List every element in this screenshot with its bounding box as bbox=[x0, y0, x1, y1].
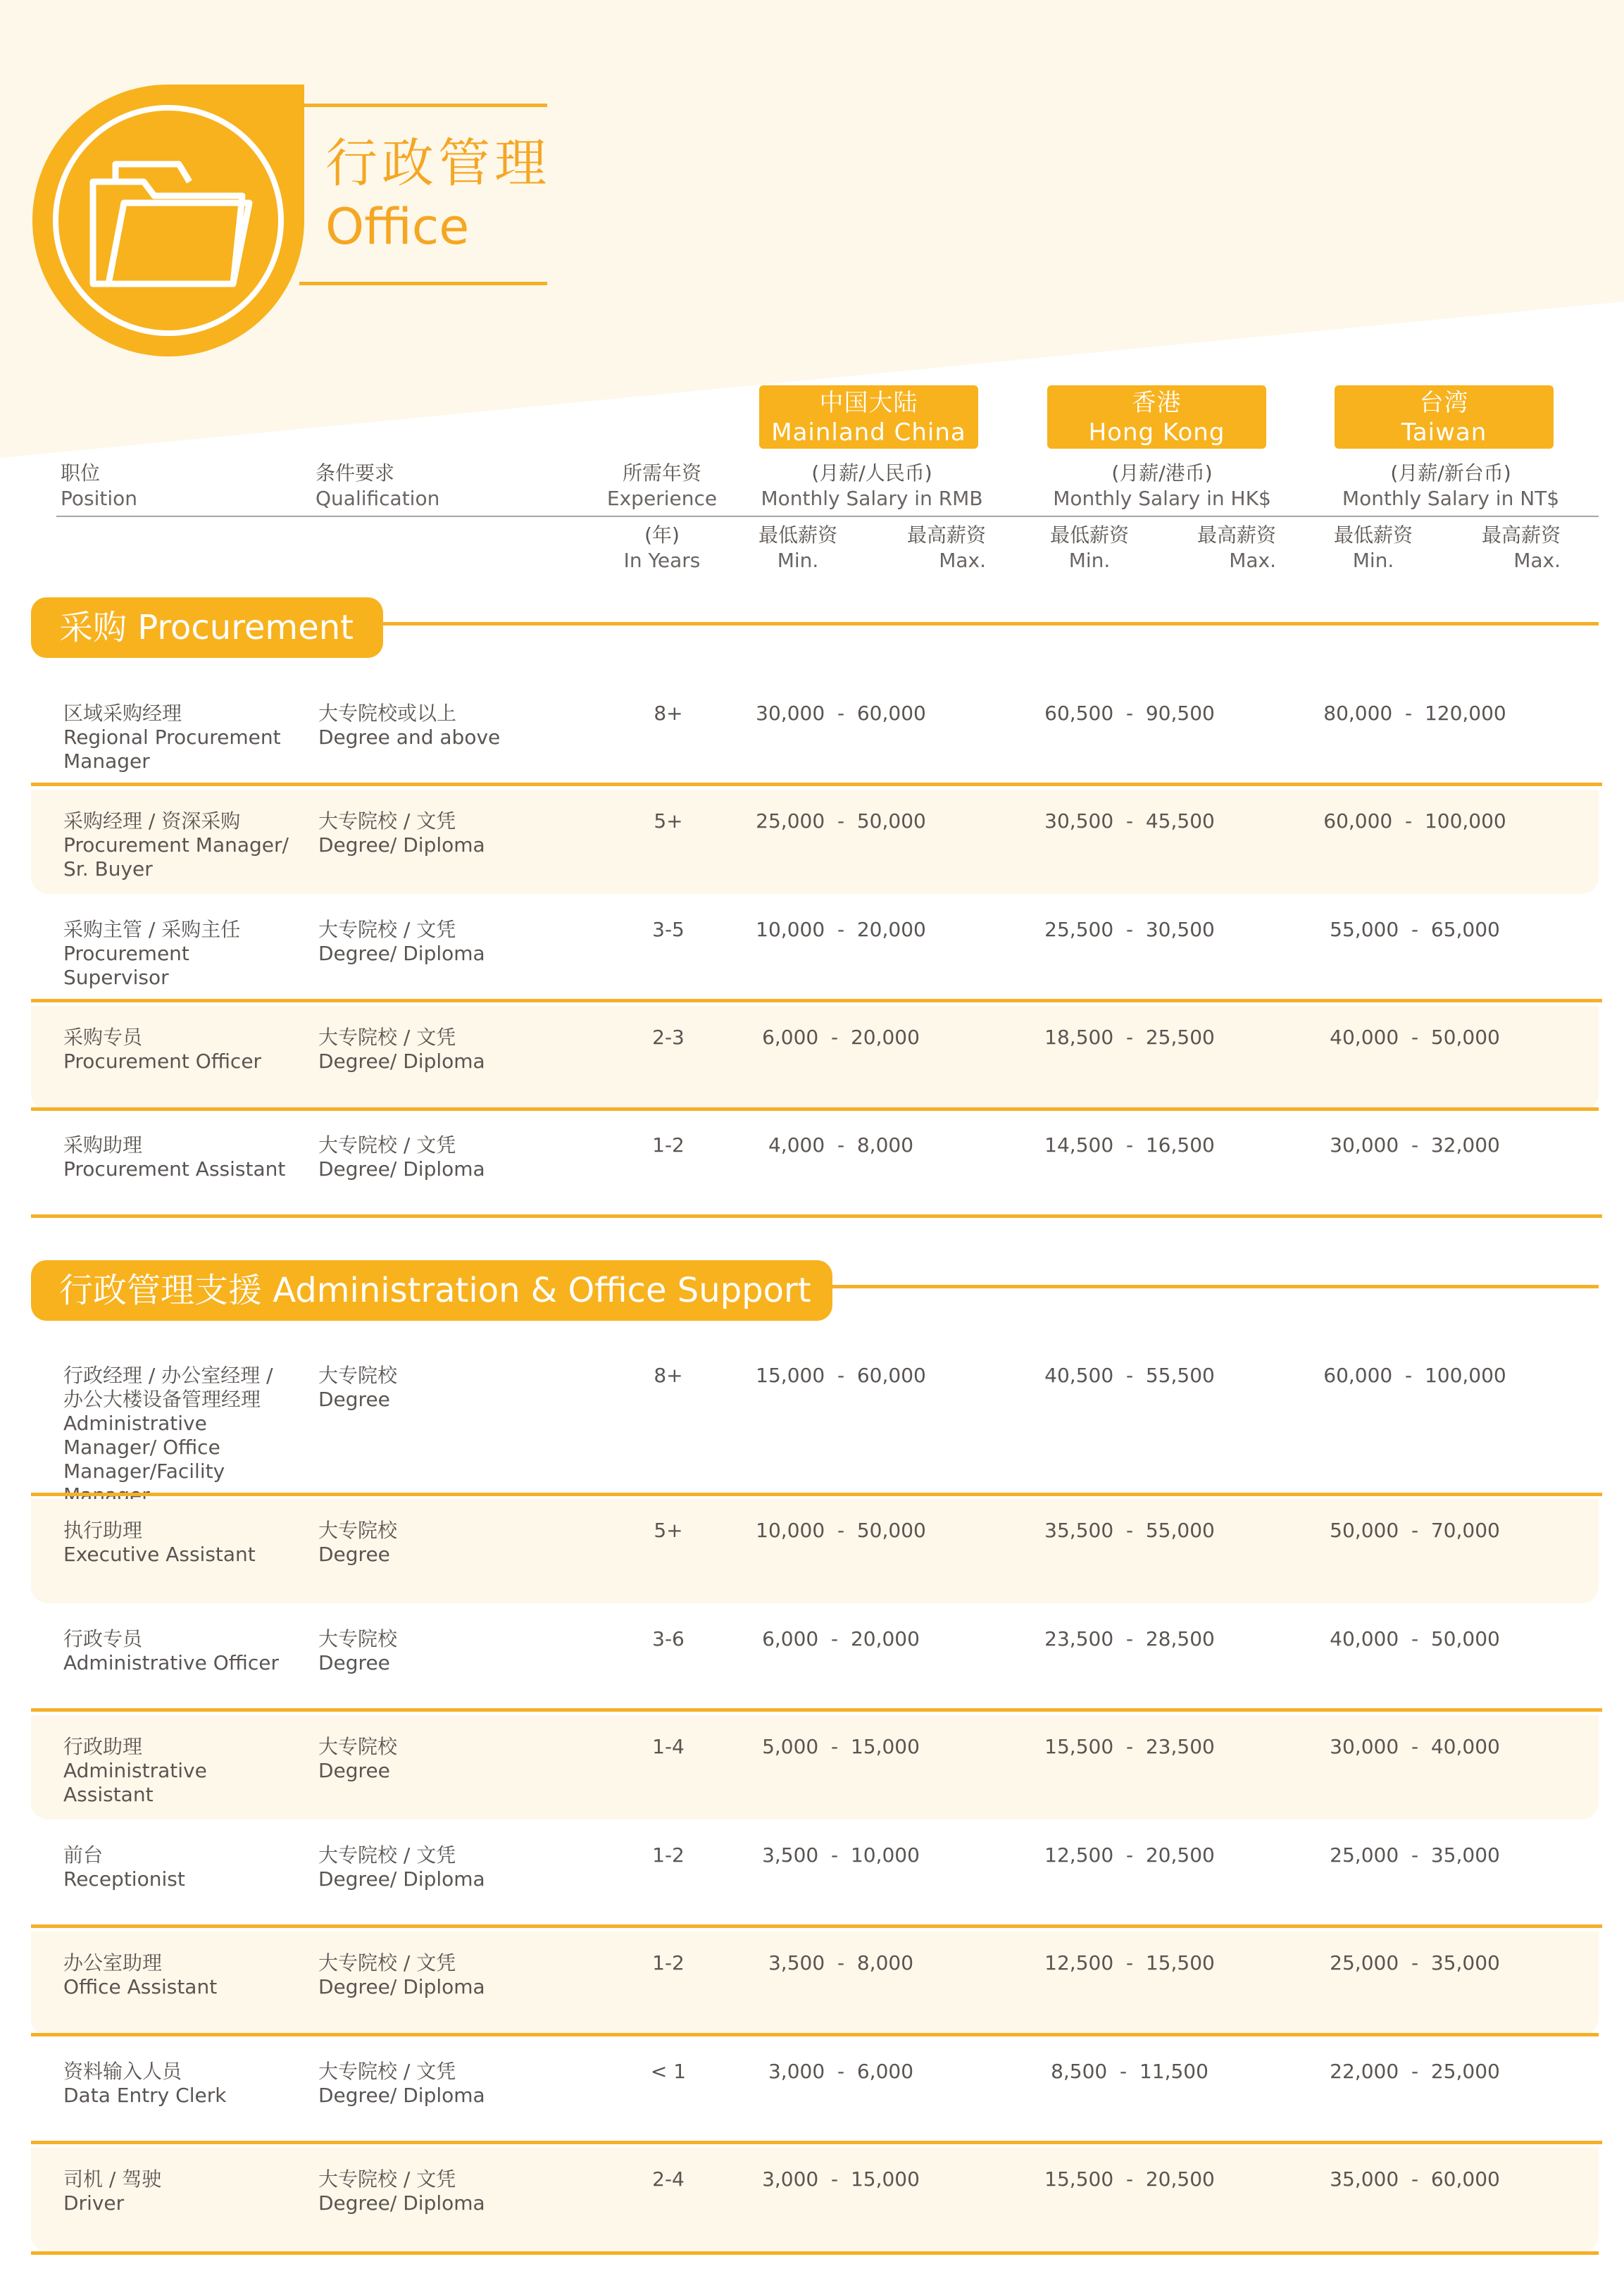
table-row bbox=[31, 1114, 1599, 1218]
experience-cell: 8+ bbox=[654, 1364, 683, 1387]
header-position bbox=[61, 461, 137, 511]
row-divider bbox=[31, 1107, 1599, 1111]
label-zh: 最低薪资 bbox=[758, 523, 837, 547]
qualification-en: Degree/ Diploma bbox=[318, 2084, 485, 2107]
position-cell bbox=[63, 1951, 296, 1999]
salary-cn: 6,000 - 20,000 bbox=[762, 1026, 920, 1049]
region-hong-kong bbox=[1047, 385, 1266, 449]
salary-tw: 25,000 - 35,000 bbox=[1330, 1843, 1500, 1867]
position-zh: 行政助理 bbox=[63, 1735, 143, 1758]
salary-cn: 25,000 - 50,000 bbox=[756, 809, 926, 833]
table-row bbox=[31, 1824, 1599, 1928]
qualification-zh: 大专院校 bbox=[318, 1735, 398, 1758]
table-row bbox=[31, 1344, 1599, 1496]
qualification-zh: 大专院校 / 文凭 bbox=[318, 2167, 456, 2191]
salary-cn: 4,000 - 8,000 bbox=[768, 1133, 914, 1157]
position-en: Administrative Officer bbox=[63, 1651, 279, 1674]
section-title: 行政管理支援 Administration & Office Support bbox=[59, 1271, 811, 1310]
qualification-en: Degree/ Diploma bbox=[318, 833, 485, 857]
label-en: Experience bbox=[606, 487, 718, 510]
header-divider bbox=[56, 516, 1599, 517]
section-rule bbox=[830, 1285, 1599, 1288]
table-row bbox=[31, 2040, 1599, 2144]
salary-tw: 30,000 - 40,000 bbox=[1330, 1735, 1500, 1758]
position-cell bbox=[63, 1133, 296, 1181]
label-zh: 最低薪资 bbox=[1049, 523, 1129, 547]
label-zh: 最高薪资 bbox=[906, 523, 986, 547]
qualification-en: Degree/ Diploma bbox=[318, 2191, 485, 2215]
position-cell bbox=[63, 1364, 296, 1507]
label-zh: 职位 bbox=[61, 461, 101, 485]
title-zh: 行政管理 bbox=[325, 133, 551, 194]
position-zh: 行政专员 bbox=[63, 1627, 143, 1650]
region-zh: 台湾 bbox=[1419, 389, 1469, 417]
qualification-zh: 大专院校 bbox=[318, 1364, 398, 1387]
position-en: Regional Procurement Manager bbox=[63, 726, 281, 773]
qualification-zh: 大专院校 / 文凭 bbox=[318, 1133, 456, 1157]
qualification-zh: 大专院校 / 文凭 bbox=[318, 1951, 456, 1974]
qualification-en: Degree/ Diploma bbox=[318, 1867, 485, 1891]
salary-tw: 50,000 - 70,000 bbox=[1330, 1519, 1500, 1542]
qualification-en: Degree/ Diploma bbox=[318, 1050, 485, 1073]
qualification-en: Degree/ Diploma bbox=[318, 1157, 485, 1181]
position-cell bbox=[63, 1843, 296, 1891]
position-zh: 资料输入人员 bbox=[63, 2060, 182, 2083]
label-en: Monthly Salary in RMB bbox=[761, 487, 983, 510]
salary-cn: 6,000 - 20,000 bbox=[762, 1627, 920, 1650]
qualification-zh: 大专院校 bbox=[318, 1627, 398, 1650]
row-divider bbox=[31, 2141, 1602, 2144]
qualification-zh: 大专院校 / 文凭 bbox=[318, 1026, 456, 1049]
position-cell bbox=[63, 2060, 296, 2108]
office-badge bbox=[31, 83, 306, 358]
qualification-en: Degree bbox=[318, 1543, 390, 1566]
experience-cell: 1-2 bbox=[652, 1951, 685, 1974]
salary-tw: 40,000 - 50,000 bbox=[1330, 1627, 1500, 1650]
section-procurement bbox=[31, 597, 383, 658]
qualification-cell bbox=[318, 1364, 530, 1412]
position-zh: 区域采购经理 bbox=[63, 702, 182, 725]
page-title bbox=[325, 133, 551, 256]
qualification-cell bbox=[318, 1951, 530, 1999]
salary-cn: 10,000 - 20,000 bbox=[756, 918, 926, 941]
qualification-zh: 大专院校 / 文凭 bbox=[318, 2060, 456, 2083]
section-rule bbox=[380, 622, 1599, 626]
position-zh: 采购主管 / 采购主任 bbox=[63, 918, 241, 941]
salary-hk: 18,500 - 25,500 bbox=[1044, 1026, 1215, 1049]
salary-cn: 10,000 - 50,000 bbox=[756, 1519, 926, 1542]
qualification-en: Degree/ Diploma bbox=[318, 942, 485, 965]
region-taiwan bbox=[1335, 385, 1554, 449]
label-zh: (月薪/港币) bbox=[1111, 461, 1213, 485]
label-zh: 所需年资 bbox=[622, 461, 701, 485]
qualification-cell bbox=[318, 702, 530, 749]
row-divider bbox=[31, 1924, 1602, 1928]
salary-tw: 55,000 - 65,000 bbox=[1330, 918, 1500, 941]
row-divider bbox=[31, 1493, 1602, 1496]
table-row bbox=[31, 682, 1599, 786]
salary-tw: 60,000 - 100,000 bbox=[1323, 1364, 1506, 1387]
position-en: Receptionist bbox=[63, 1867, 185, 1891]
position-cell bbox=[63, 1735, 296, 1807]
qualification-en: Degree and above bbox=[318, 726, 501, 749]
row-divider bbox=[31, 2033, 1599, 2036]
table-row bbox=[31, 1715, 1599, 1819]
position-zh: 采购助理 bbox=[63, 1133, 143, 1157]
qualification-zh: 大专院校 / 文凭 bbox=[318, 1843, 456, 1867]
region-en: Hong Kong bbox=[1088, 418, 1225, 447]
header-cn-max bbox=[887, 523, 986, 573]
label-zh: 条件要求 bbox=[316, 461, 395, 485]
experience-cell: < 1 bbox=[650, 2060, 687, 2083]
salary-hk: 60,500 - 90,500 bbox=[1044, 702, 1215, 725]
header-hk-max bbox=[1178, 523, 1276, 573]
salary-cn: 3,500 - 8,000 bbox=[768, 1951, 914, 1974]
header-qualification bbox=[316, 461, 439, 511]
label-en: Min. bbox=[1352, 549, 1394, 572]
label-en: Position bbox=[61, 487, 138, 510]
salary-hk: 15,500 - 20,500 bbox=[1044, 2167, 1215, 2191]
region-mainland-china bbox=[759, 385, 978, 449]
label-en: In Years bbox=[623, 549, 701, 572]
position-zh: 执行助理 bbox=[63, 1519, 143, 1542]
qualification-cell bbox=[318, 2060, 530, 2108]
position-en: Administrative Assistant bbox=[63, 1759, 207, 1806]
salary-tw: 25,000 - 35,000 bbox=[1330, 1951, 1500, 1974]
region-en: Mainland China bbox=[771, 418, 966, 447]
row-divider bbox=[31, 1214, 1602, 1218]
experience-cell: 2-3 bbox=[652, 1026, 685, 1049]
position-en: Procurement Supervisor bbox=[63, 942, 189, 989]
label-en: Monthly Salary in NT$ bbox=[1342, 487, 1560, 510]
salary-hk: 23,500 - 28,500 bbox=[1044, 1627, 1215, 1650]
region-zh: 香港 bbox=[1132, 389, 1182, 417]
position-zh: 办公室助理 bbox=[63, 1951, 163, 1974]
title-top-rule bbox=[299, 104, 547, 107]
salary-hk: 40,500 - 55,500 bbox=[1044, 1364, 1215, 1387]
row-divider bbox=[31, 2251, 1599, 2255]
header-experience bbox=[606, 461, 718, 511]
position-en: Executive Assistant bbox=[63, 1543, 256, 1566]
label-en: Qualification bbox=[316, 487, 440, 510]
position-zh: 行政经理 / 办公室经理 / 办公大楼设备管理经理 bbox=[63, 1364, 273, 1411]
salary-cn: 30,000 - 60,000 bbox=[756, 702, 926, 725]
qualification-cell bbox=[318, 1843, 530, 1891]
label-zh: (月薪/人民币) bbox=[811, 461, 932, 485]
salary-hk: 30,500 - 45,500 bbox=[1044, 809, 1215, 833]
qualification-en: Degree bbox=[318, 1651, 390, 1674]
position-en: Procurement Manager/ Sr. Buyer bbox=[63, 833, 289, 881]
experience-cell: 1-4 bbox=[652, 1735, 685, 1758]
qualification-cell bbox=[318, 1133, 530, 1181]
salary-hk: 35,500 - 55,000 bbox=[1044, 1519, 1215, 1542]
section-administration bbox=[31, 1260, 832, 1321]
experience-cell: 5+ bbox=[654, 809, 683, 833]
qualification-cell bbox=[318, 1627, 530, 1675]
salary-tw: 30,000 - 32,000 bbox=[1330, 1133, 1500, 1157]
header-salary-cn bbox=[745, 461, 999, 511]
position-en: Administrative Manager/ Office Manager/Facility bbox=[63, 1412, 225, 1483]
salary-tw: 80,000 - 120,000 bbox=[1323, 702, 1506, 725]
salary-hk: 14,500 - 16,500 bbox=[1044, 1133, 1215, 1157]
experience-cell: 8+ bbox=[654, 702, 683, 725]
title-bottom-rule bbox=[299, 282, 547, 285]
qualification-en: Degree bbox=[318, 1388, 390, 1411]
salary-hk: 15,500 - 23,500 bbox=[1044, 1735, 1215, 1758]
row-divider bbox=[31, 999, 1602, 1002]
qualification-cell bbox=[318, 918, 530, 966]
header-tw-max bbox=[1462, 523, 1561, 573]
qualification-zh: 大专院校 bbox=[318, 1519, 398, 1542]
salary-hk: 12,500 - 20,500 bbox=[1044, 1843, 1215, 1867]
qualification-en: Degree/ Diploma bbox=[318, 1975, 485, 1998]
salary-cn: 15,000 - 60,000 bbox=[756, 1364, 926, 1387]
region-en: Taiwan bbox=[1401, 418, 1487, 447]
experience-cell: 3-5 bbox=[652, 918, 685, 941]
section-title: 采购 Procurement bbox=[59, 608, 354, 647]
salary-tw: 40,000 - 50,000 bbox=[1330, 1026, 1500, 1049]
salary-hk: 12,500 - 15,500 bbox=[1044, 1951, 1215, 1974]
label-en: Monthly Salary in HK$ bbox=[1053, 487, 1271, 510]
position-cell bbox=[63, 2167, 296, 2215]
salary-tw: 35,000 - 60,000 bbox=[1330, 2167, 1500, 2191]
qualification-zh: 大专院校 / 文凭 bbox=[318, 918, 456, 941]
position-cell bbox=[63, 702, 296, 773]
position-cell bbox=[63, 1519, 296, 1567]
position-cell bbox=[63, 1026, 296, 1074]
header-salary-hk bbox=[1035, 461, 1289, 511]
table-row bbox=[31, 790, 1599, 894]
header-salary-tw bbox=[1324, 461, 1578, 511]
header-hk-min bbox=[1044, 523, 1135, 573]
header-tw-min bbox=[1328, 523, 1419, 573]
label-en: Min. bbox=[777, 549, 819, 572]
label-zh: (年) bbox=[644, 523, 680, 547]
position-cell bbox=[63, 1627, 296, 1675]
salary-tw: 60,000 - 100,000 bbox=[1323, 809, 1506, 833]
table-row bbox=[31, 1607, 1599, 1712]
qualification-cell bbox=[318, 1519, 530, 1567]
salary-hk: 25,500 - 30,500 bbox=[1044, 918, 1215, 941]
qualification-cell bbox=[318, 1026, 530, 1074]
position-cell bbox=[63, 918, 296, 990]
label-zh: 最高薪资 bbox=[1197, 523, 1276, 547]
experience-cell: 3-6 bbox=[652, 1627, 685, 1650]
position-cell bbox=[63, 809, 296, 881]
table-row bbox=[31, 1931, 1599, 2036]
header-cn-min bbox=[752, 523, 844, 573]
label-en: Min. bbox=[1068, 549, 1111, 572]
salary-cn: 3,000 - 6,000 bbox=[768, 2060, 914, 2083]
salary-cn: 3,000 - 15,000 bbox=[762, 2167, 920, 2191]
experience-cell: 1-2 bbox=[652, 1133, 685, 1157]
position-en: Driver bbox=[63, 2191, 125, 2215]
salary-tw: 22,000 - 25,000 bbox=[1330, 2060, 1500, 2083]
table-row bbox=[31, 1499, 1599, 1603]
region-zh: 中国大陆 bbox=[819, 389, 918, 417]
position-en: Data Entry Clerk bbox=[63, 2084, 227, 2107]
label-en: Max. bbox=[1513, 549, 1561, 572]
experience-cell: 2-4 bbox=[652, 2167, 685, 2191]
label-en: Max. bbox=[939, 549, 986, 572]
position-zh: 采购专员 bbox=[63, 1026, 143, 1049]
label-zh: (月薪/新台币) bbox=[1390, 461, 1511, 485]
salary-cn: 5,000 - 15,000 bbox=[762, 1735, 920, 1758]
qualification-en: Degree bbox=[318, 1759, 390, 1782]
experience-cell: 5+ bbox=[654, 1519, 683, 1542]
row-divider bbox=[31, 1708, 1602, 1712]
qualification-zh: 大专院校 / 文凭 bbox=[318, 809, 456, 833]
title-en: Office bbox=[325, 198, 470, 256]
position-en: Office Assistant bbox=[63, 1975, 218, 1998]
qualification-cell bbox=[318, 1735, 530, 1783]
salary-cn: 3,500 - 10,000 bbox=[762, 1843, 920, 1867]
position-en: Procurement Officer bbox=[63, 1050, 262, 1073]
position-zh: 采购经理 / 资深采购 bbox=[63, 809, 241, 833]
label-zh: 最高薪资 bbox=[1481, 523, 1561, 547]
position-en: Procurement Assistant bbox=[63, 1157, 286, 1181]
header-years bbox=[606, 523, 718, 573]
qualification-zh: 大专院校或以上 bbox=[318, 702, 457, 725]
table-row bbox=[31, 898, 1599, 1002]
salary-hk: 8,500 - 11,500 bbox=[1051, 2060, 1208, 2083]
row-divider bbox=[31, 783, 1602, 786]
table-row bbox=[31, 2148, 1599, 2252]
table-row bbox=[31, 1006, 1599, 1110]
position-zh: 前台 bbox=[63, 1843, 104, 1867]
experience-cell: 1-2 bbox=[652, 1843, 685, 1867]
label-en: Max. bbox=[1229, 549, 1276, 572]
position-zh: 司机 / 驾驶 bbox=[63, 2167, 162, 2191]
qualification-cell bbox=[318, 2167, 530, 2215]
qualification-cell bbox=[318, 809, 530, 857]
label-zh: 最低薪资 bbox=[1333, 523, 1413, 547]
